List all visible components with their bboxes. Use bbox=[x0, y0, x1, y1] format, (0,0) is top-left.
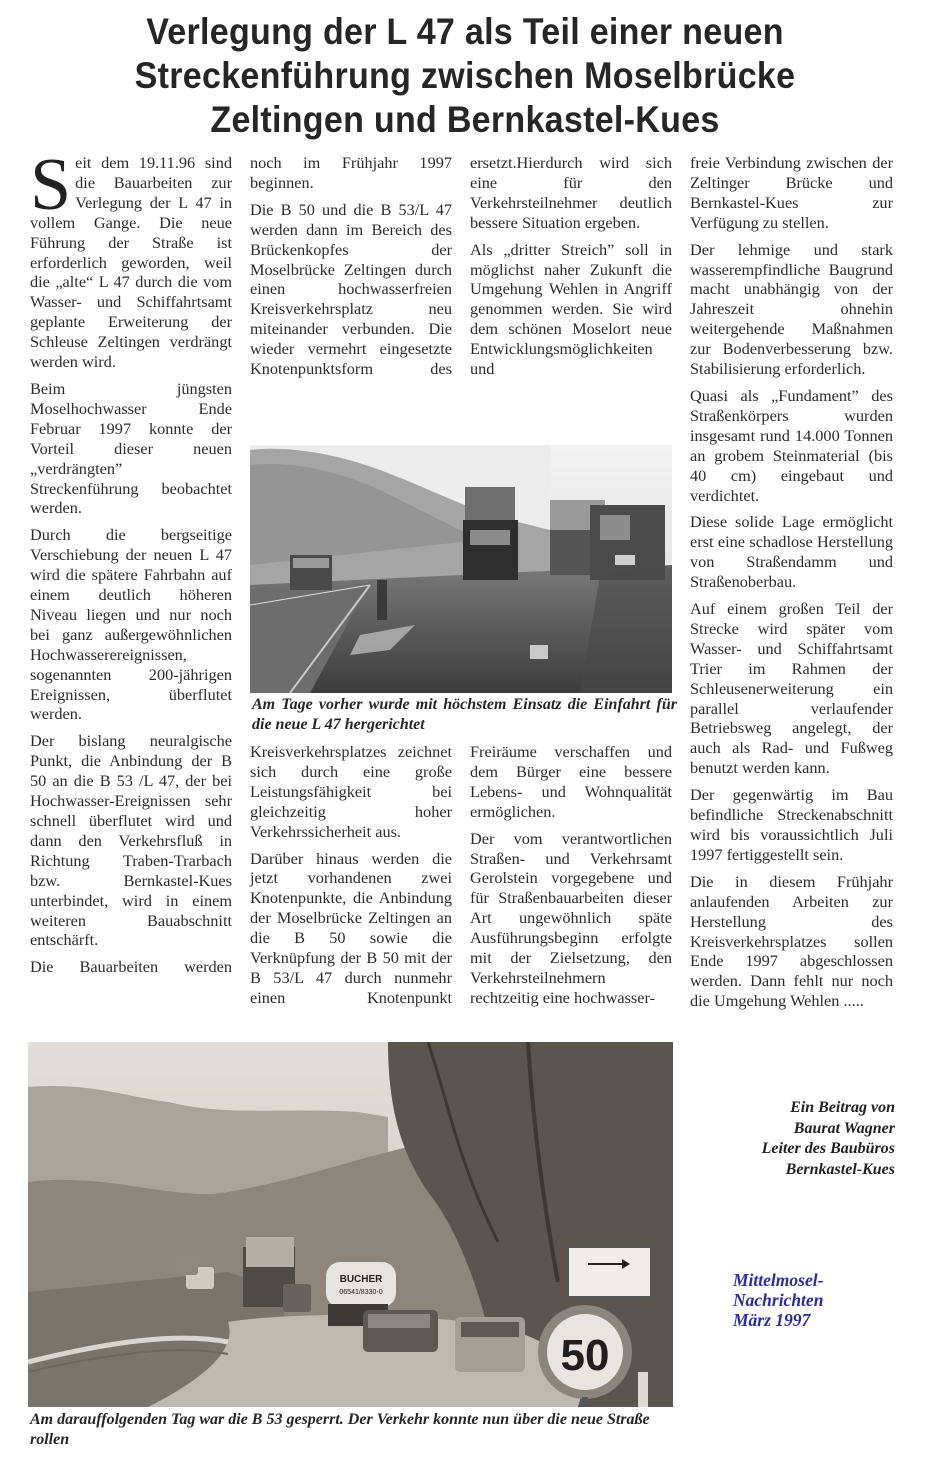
paragraph: Als „dritter Streich” soll in möglichst naher Zukunft die Umgehung Wehlen in Angriff genommen werden. Sie wird dem schönen Moselort neue Entwicklungsmöglichkeiten und bbox=[470, 239, 672, 379]
column-3-top bbox=[470, 153, 672, 386]
paragraph: Durch die bergseitige Verschiebung der neuen L 47 wird die spätere Fahrbahn auf einem deutlich höheren Niveau liegen und nur noch bei ganz außergewöhnlichen Hochwasserereignissen, sogenannten 200-jährigen Ereignissen, überflutet werden. bbox=[30, 525, 232, 724]
headline-line: Streckenführung zwischen Moselbrücke bbox=[134, 55, 796, 96]
paragraph: Der bislang neuralgische Punkt, die Anbindung der B 50 an die B 53 /L 47, der bei Hochwasser-Ereignissen sehr schnell überflutet wird und dann den Verkehrsfluß in Richtung Traben-Trarbach bzw. Bernkastel-Kues unterbindet, wird in einem weiteren Bauabschnitt entschärft. bbox=[30, 731, 232, 950]
column-3-bottom bbox=[470, 742, 672, 1015]
article-headline bbox=[56, 10, 875, 142]
paragraph: Beim jüngsten Moselhochwasser Ende Februar 1997 konnte der Vorteil dieser neuen „verdrängten” Streckenführung beobachtet werden. bbox=[30, 378, 232, 518]
paragraph: Die Bauarbeiten werden bbox=[30, 957, 232, 977]
drop-cap: S bbox=[30, 144, 72, 226]
construction-site-photo bbox=[250, 445, 672, 693]
tanker-text: BUCHER bbox=[339, 1274, 383, 1285]
paragraph: ersetzt.Hierdurch wird sich eine für den Verkehrsteilnehmer deutlich bessere Situation ergeben. bbox=[470, 153, 672, 232]
paragraph: freie Verbindung zwischen der Zeltinger Brücke und Bernkastel-Kues zur Verfügung zu stellen. bbox=[690, 153, 893, 232]
photo-1-caption: Am Tage vorher wurde mit höchstem Einsatz die Einfahrt für die neue L 47 hergerichtet bbox=[252, 696, 677, 733]
photo-2-caption: Am darauffolgenden Tag war die B 53 gesperrt. Der Verkehr konnte nun über die neue Straße rollen bbox=[30, 1411, 650, 1448]
source-line: Nachrichten bbox=[733, 1290, 824, 1310]
paragraph: Diese solide Lage ermöglicht erst eine schadlose Herstellung von Straßendamm und Straßenoberbau. bbox=[690, 512, 893, 592]
signature-line: Leiter des Baubüros bbox=[761, 1140, 895, 1157]
column-1 bbox=[30, 144, 232, 984]
paragraph: Quasi als „Fundament” des Straßenkörpers wurden insgesamt rund 14.000 Tonnen an grobem Steinmaterial (bis 40 cm) eingebaut und verdichtet. bbox=[690, 385, 893, 505]
column-2-top bbox=[250, 153, 452, 386]
publication-source bbox=[733, 1270, 823, 1330]
paragraph: Die in diesem Frühjahr anlaufenden Arbeiten zur Herstellung des Kreisverkehrsplatzes sollen Ende 1997 abgeschlossen werden. Dann fehlt nur noch die Umgehung Wehlen ..... bbox=[690, 871, 893, 1011]
paragraph: Die B 50 und die B 53/L 47 werden dann im Bereich des Brückenkopfes der Moselbrücke Zeltingen durch einen hochwasserfreien Kreisverkehrsplatz neu miteinander verbunden. Die wieder vermehrt eingesetzte Knotenpunktsform des bbox=[250, 199, 452, 379]
paragraph: Auf einem großen Teil der Strecke wird später vom Wasser- und Schiffahrtsamt Trier im Rahmen der Schleusenerweiterung ein parallel verlaufender Betriebsweg angelegt, der auch als Rad- und Fußweg benutzt werden kann. bbox=[690, 599, 893, 778]
column-4 bbox=[690, 153, 893, 1018]
road-photo-image bbox=[28, 1042, 673, 1407]
paragraph: Freiräume verschaffen und dem Bürger eine bessere Lebens- und Wohnqualität ermöglichen. bbox=[470, 742, 672, 821]
paragraph: noch im Frühjahr 1997 beginnen. bbox=[250, 153, 452, 192]
tanker-phone: 06541/8330-0 bbox=[339, 1289, 383, 1296]
signature-line: Ein Beitrag von bbox=[790, 1099, 895, 1116]
paragraph: Der lehmige und stark wasserempfindliche Baugrund macht unabhängig von der Jahreszeit ohnehin weitergehende Maßnahmen zur Bodenverbesserung bzw. Stabilisierung erforderlich. bbox=[690, 239, 893, 379]
column-2-bottom bbox=[250, 742, 452, 1015]
paragraph: Darüber hinaus werden die jetzt vorhandenen zwei Knotenpunkte, die Anbindung der Moselbrücke Zeltingen an die B 50 sowie die Verknüpfung der B 50 mit der B 53/L 47 durch nunmehr einen Knotenpunkt bbox=[250, 848, 452, 1007]
paragraph: eit dem 19.11.96 sind die Bauarbeiten zur Verlegung der L 47 in vollem Gange. Die neue Führung der Straße ist erforderlich geworden, weil die „alte“ L 47 durch die vom Wasser- und Schiffahrtsamt geplante Erweiterung der Schleuse Zeltingen verdrängt werden wird. bbox=[30, 153, 232, 372]
signature-line: Baurat Wagner bbox=[793, 1119, 895, 1137]
paragraph: Der gegenwärtig im Bau befindliche Streckenabschnitt wird bis voraussichtlich Juli 1997 fertiggestellt sein. bbox=[690, 785, 893, 864]
speed-limit-sign: 50 bbox=[560, 1331, 610, 1380]
paragraph: Der vom verantwortlichen Straßen- und Verkehrsamt Gerolstein vorgegebene und für Straßenbauarbeiten dieser Art ungewöhnlich späte Ausführungsbeginn erfolgte mit der Zielsetzung, den Verkehrsteilnehmern rechtzeitig eine hochwasser- bbox=[470, 828, 672, 1007]
source-line: März 1997 bbox=[733, 1310, 811, 1330]
source-line: Mittelmosel- bbox=[733, 1270, 824, 1290]
construction-photo-image bbox=[250, 445, 672, 693]
author-signature bbox=[690, 1098, 895, 1180]
signature-line: Bernkastel-Kues bbox=[785, 1160, 895, 1178]
paragraph: Kreisverkehrsplatzes zeichnet sich durch eine große Leistungsfähigkeit bei gleichzeitig hoher Verkehrssicherheit aus. bbox=[250, 742, 452, 841]
road-traffic-photo bbox=[28, 1042, 673, 1407]
headline-line: Verlegung der L 47 als Teil einer neuen bbox=[146, 11, 784, 52]
headline-line: Zeltingen und Bernkastel-Kues bbox=[210, 99, 720, 140]
